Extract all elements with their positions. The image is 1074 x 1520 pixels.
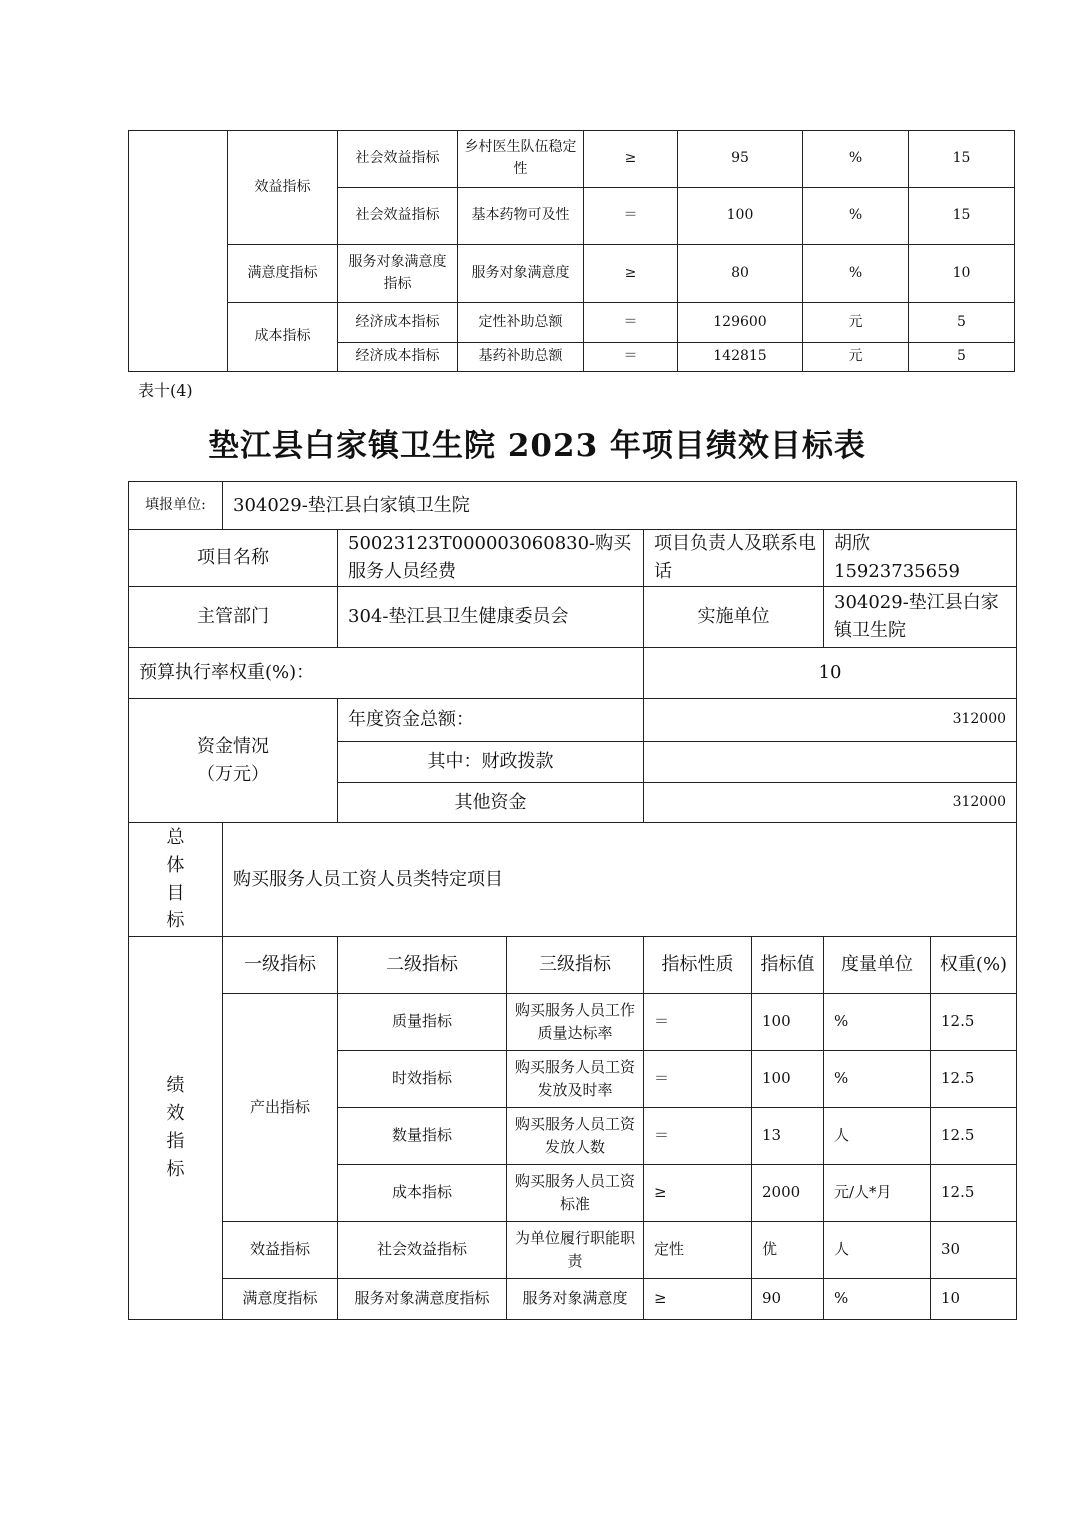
value-cell: 100	[752, 1051, 824, 1108]
department-value: 304-垫江县卫生健康委员会	[338, 587, 644, 648]
fiscal-funds-label: 其中：财政拨款	[338, 742, 644, 783]
project-name-row	[129, 530, 1017, 587]
value-cell: 80	[678, 245, 803, 303]
perf-label-char: 标	[166, 1158, 185, 1180]
performance-indicators-label	[129, 937, 223, 1320]
level2-cell: 社会效益指标	[338, 188, 458, 245]
total-funds-value: 312000	[644, 699, 1017, 742]
unit-cell: 人	[824, 1108, 931, 1165]
value-cell: 100	[678, 188, 803, 245]
operator-cell: ≥	[584, 245, 678, 303]
level3-cell: 定性补助总额	[458, 303, 584, 343]
level3-cell: 乡村医生队伍稳定性	[458, 131, 584, 188]
budget-rate-value: 10	[644, 648, 1017, 699]
operator-cell: ＝	[584, 188, 678, 245]
unit-cell: 元/人*月	[824, 1165, 931, 1222]
unit-cell: %	[824, 1279, 931, 1320]
filing-unit-value: 304029-垫江县白家镇卫生院	[223, 482, 1017, 530]
value-cell: 129600	[678, 303, 803, 343]
level2-cell: 服务对象满意度指标	[338, 1279, 507, 1320]
nature-cell: ＝	[644, 1051, 752, 1108]
unit-cell: %	[803, 131, 909, 188]
operator-cell: ＝	[584, 343, 678, 372]
nature-cell: ≥	[644, 1279, 752, 1320]
nature-cell: ＝	[644, 1108, 752, 1165]
continued-indicator-table	[128, 130, 1015, 372]
level2-cell: 成本指标	[338, 1165, 507, 1222]
value-cell: 100	[752, 994, 824, 1051]
department-row	[129, 587, 1017, 648]
header-unit: 度量单位	[824, 937, 931, 994]
unit-cell: 元	[803, 303, 909, 343]
level1-cell: 成本指标	[228, 303, 338, 372]
goal-label-char: 目	[166, 882, 185, 904]
level2-cell: 经济成本指标	[338, 303, 458, 343]
goal-label-char: 体	[166, 854, 185, 876]
implementing-unit-value: 304029-垫江县白家镇卫生院	[824, 587, 1017, 648]
contact-label: 项目负责人及联系电话	[644, 530, 824, 587]
total-funds-label: 年度资金总额：	[338, 699, 644, 742]
header-nature: 指标性质	[644, 937, 752, 994]
unit-cell: %	[803, 245, 909, 303]
table-row	[129, 1222, 1017, 1279]
unit-cell: 元	[803, 343, 909, 372]
level2-cell: 数量指标	[338, 1108, 507, 1165]
value-cell: 优	[752, 1222, 824, 1279]
funds-label-line2: （万元）	[197, 763, 269, 785]
nature-cell: ≥	[644, 1165, 752, 1222]
value-cell: 95	[678, 131, 803, 188]
level3-cell: 基药补助总额	[458, 343, 584, 372]
weight-cell: 15	[909, 131, 1015, 188]
perf-label-char: 绩	[166, 1075, 185, 1097]
level2-cell: 社会效益指标	[338, 131, 458, 188]
goal-label-char: 标	[166, 910, 185, 932]
implementing-unit-label: 实施单位	[644, 587, 824, 648]
perf-label-char: 效	[166, 1103, 185, 1125]
contact-value: 胡欣 15923735659	[824, 530, 1017, 587]
unit-cell: %	[824, 994, 931, 1051]
level1-cell: 效益指标	[223, 1222, 338, 1279]
indicator-header-row	[129, 937, 1017, 994]
level3-cell: 购买服务人员工资发放及时率	[507, 1051, 644, 1108]
unit-cell: %	[824, 1051, 931, 1108]
header-level3: 三级指标	[507, 937, 644, 994]
weight-cell: 10	[931, 1279, 1017, 1320]
funds-label-line1: 资金情况	[197, 735, 269, 757]
level2-cell: 质量指标	[338, 994, 507, 1051]
overall-goal-value: 购买服务人员工资人员类特定项目	[223, 823, 1017, 937]
nature-cell: ＝	[644, 994, 752, 1051]
weight-cell: 12.5	[931, 994, 1017, 1051]
header-level2: 二级指标	[338, 937, 507, 994]
table-row	[129, 1279, 1017, 1320]
value-cell: 90	[752, 1279, 824, 1320]
other-funds-label: 其他资金	[338, 783, 644, 823]
level1-cell: 产出指标	[223, 994, 338, 1222]
blank-cell	[129, 131, 228, 372]
header-value: 指标值	[752, 937, 824, 994]
level1-cell: 效益指标	[228, 131, 338, 245]
perf-label-char: 指	[166, 1131, 185, 1152]
table-row	[129, 131, 1015, 188]
weight-cell: 5	[909, 303, 1015, 343]
overall-goal-label	[129, 823, 223, 937]
level3-cell: 基本药物可及性	[458, 188, 584, 245]
weight-cell: 15	[909, 188, 1015, 245]
funds-total-row	[129, 699, 1017, 742]
overall-goal-row	[129, 823, 1017, 937]
project-name-label: 项目名称	[129, 530, 338, 587]
budget-rate-row	[129, 648, 1017, 699]
table-row	[129, 303, 1015, 343]
other-funds-value: 312000	[644, 783, 1017, 823]
filing-unit-label: 填报单位:	[129, 482, 223, 530]
table-row	[129, 245, 1015, 303]
budget-rate-label: 预算执行率权重(%)：	[129, 648, 644, 699]
level2-cell: 服务对象满意度指标	[338, 245, 458, 303]
level3-cell: 购买服务人员工资标准	[507, 1165, 644, 1222]
level1-cell: 满意度指标	[228, 245, 338, 303]
operator-cell: ＝	[584, 303, 678, 343]
header-weight: 权重(%)	[931, 937, 1017, 994]
weight-cell: 10	[909, 245, 1015, 303]
filing-unit-row	[129, 482, 1017, 530]
level3-cell: 服务对象满意度	[507, 1279, 644, 1320]
level2-cell: 社会效益指标	[338, 1222, 507, 1279]
operator-cell: ≥	[584, 131, 678, 188]
level3-cell: 服务对象满意度	[458, 245, 584, 303]
weight-cell: 12.5	[931, 1165, 1017, 1222]
header-level1: 一级指标	[223, 937, 338, 994]
unit-cell: 人	[824, 1222, 931, 1279]
department-label: 主管部门	[129, 587, 338, 648]
level2-cell: 经济成本指标	[338, 343, 458, 372]
value-cell: 2000	[752, 1165, 824, 1222]
unit-cell: %	[803, 188, 909, 245]
project-name-value: 50023123T000003060830-购买服务人员经费	[338, 530, 644, 587]
weight-cell: 12.5	[931, 1108, 1017, 1165]
page-title: 垫江县白家镇卫生院 2023 年项目绩效目标表	[208, 428, 866, 464]
level3-cell: 购买服务人员工作质量达标率	[507, 994, 644, 1051]
level3-cell: 为单位履行职能职责	[507, 1222, 644, 1279]
performance-target-table	[128, 481, 1017, 1320]
nature-cell: 定性	[644, 1222, 752, 1279]
funds-label	[129, 699, 338, 823]
level3-cell: 购买服务人员工资发放人数	[507, 1108, 644, 1165]
weight-cell: 12.5	[931, 1051, 1017, 1108]
weight-cell: 30	[931, 1222, 1017, 1279]
weight-cell: 5	[909, 343, 1015, 372]
value-cell: 13	[752, 1108, 824, 1165]
goal-label-char: 总	[166, 826, 185, 848]
fiscal-funds-value	[644, 742, 1017, 783]
table-row	[129, 994, 1017, 1051]
value-cell: 142815	[678, 343, 803, 372]
level2-cell: 时效指标	[338, 1051, 507, 1108]
table-number: 表十(4)	[138, 381, 193, 400]
level1-cell: 满意度指标	[223, 1279, 338, 1320]
